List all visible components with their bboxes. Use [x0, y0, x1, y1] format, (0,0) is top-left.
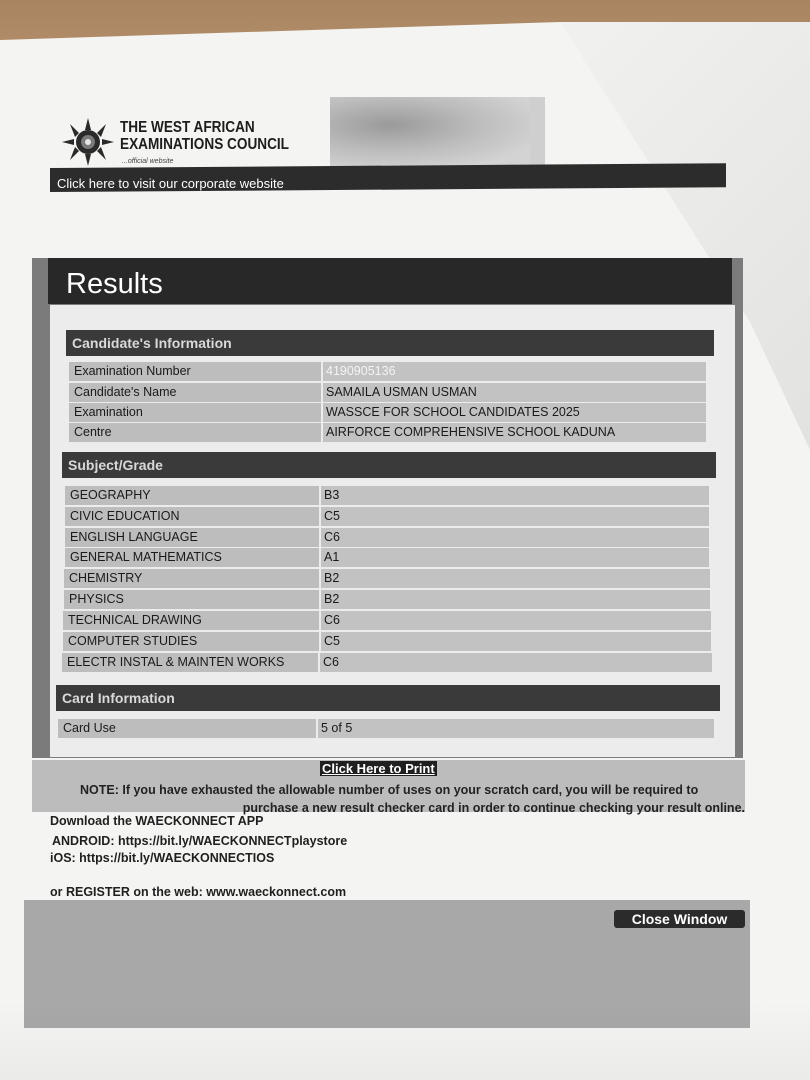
council-tagline: ...official website — [122, 158, 174, 165]
corporate-website-link[interactable]: Click here to visit our corporate website — [57, 176, 284, 191]
subject-name: ELECTR INSTAL & MAINTEN WORKS — [62, 653, 318, 672]
row-label: Examination — [69, 403, 321, 422]
subject-name: GEOGRAPHY — [65, 486, 319, 505]
subject-grade: C6 — [321, 611, 711, 630]
table-row — [58, 719, 714, 738]
register-web-text: or REGISTER on the web: www.waeckonnect.com — [50, 885, 347, 899]
table-row — [65, 486, 709, 505]
subject-grade: C6 — [320, 653, 712, 672]
subject-grade: B2 — [321, 590, 710, 609]
subject-grade: B3 — [321, 486, 709, 505]
print-button[interactable]: Click Here to Print — [322, 761, 435, 776]
council-name — [120, 119, 289, 153]
subject-name: TECHNICAL DRAWING — [63, 611, 319, 630]
table-row — [64, 569, 710, 588]
row-value: WASSCE FOR SCHOOL CANDIDATES 2025 — [323, 403, 706, 422]
results-title: Results — [66, 268, 163, 300]
app-download-heading: Download the WAECKONNECT APP — [50, 814, 264, 828]
table-row — [64, 590, 710, 609]
ios-link: iOS: https://bit.ly/WAECKONNECTIOS — [50, 851, 275, 865]
subject-grade-heading: Subject/Grade — [62, 452, 716, 478]
council-name-line1: THE WEST AFRICAN — [120, 119, 255, 136]
table-row — [69, 403, 706, 422]
note-prefix: NOTE: — [80, 783, 119, 797]
subject-name: CIVIC EDUCATION — [65, 507, 319, 526]
table-row — [65, 548, 709, 567]
header-photo — [330, 97, 530, 167]
table-row — [62, 653, 712, 672]
table-row — [63, 611, 711, 630]
subject-name: COMPUTER STUDIES — [63, 632, 319, 651]
scratch-card-note — [80, 781, 745, 817]
table-row — [65, 507, 709, 526]
table-row — [69, 423, 706, 442]
subject-name: CHEMISTRY — [64, 569, 319, 588]
waec-logo-icon — [62, 118, 114, 166]
table-row — [63, 632, 711, 651]
row-label: Centre — [69, 423, 321, 442]
subject-grade: C5 — [321, 507, 709, 526]
subject-grade: B2 — [321, 569, 710, 588]
subject-grade: C6 — [321, 528, 709, 547]
page-shadow — [0, 1000, 810, 1080]
row-label: Candidate's Name — [69, 383, 321, 402]
card-use-label: Card Use — [58, 719, 316, 738]
card-use-value: 5 of 5 — [318, 719, 714, 738]
row-value: AIRFORCE COMPREHENSIVE SCHOOL KADUNA — [323, 423, 706, 442]
row-label: Examination Number — [69, 362, 321, 381]
table-row — [69, 362, 706, 381]
council-name-line2: EXAMINATIONS COUNCIL — [120, 136, 289, 153]
subject-grade: A1 — [321, 548, 709, 567]
note-line2: purchase a new result checker card in order to continue checking your result online. — [242, 801, 745, 815]
android-link: ANDROID: https://bit.ly/WAECKONNECTplaystore — [52, 834, 348, 848]
row-value: SAMAILA USMAN USMAN — [323, 383, 706, 402]
row-value: 4190905136 — [323, 362, 706, 381]
card-info-heading: Card Information — [56, 685, 720, 711]
candidate-info-heading: Candidate's Information — [66, 330, 714, 356]
subject-grade: C5 — [321, 632, 711, 651]
subject-name: PHYSICS — [64, 590, 319, 609]
subject-name: ENGLISH LANGUAGE — [65, 528, 319, 547]
close-window-button[interactable]: Close Window — [614, 910, 745, 928]
note-line1: If you have exhausted the allowable number of uses on your scratch card, you will be required to — [122, 783, 699, 797]
table-row — [69, 383, 706, 402]
subject-name: GENERAL MATHEMATICS — [65, 548, 319, 567]
table-row — [65, 528, 709, 547]
